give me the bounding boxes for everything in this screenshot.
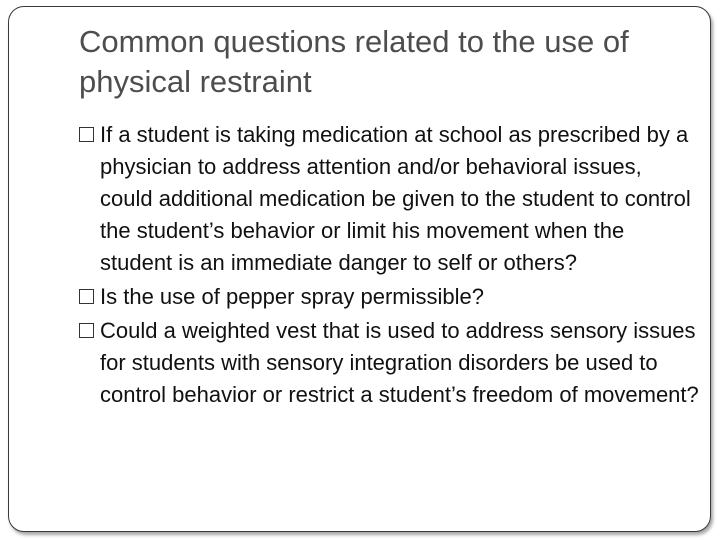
slide-title: Common questions related to the use of physical restraint <box>79 24 629 99</box>
bullet-text: Is the use of pepper spray permissible? <box>100 284 484 309</box>
square-bullet-icon <box>79 289 94 304</box>
bullet-text: If a student is taking medication at school as prescribed by a physician to address attention and/or behavioral issues, could additional medication be given to the student to control the student’s behavior or limit his movement when the student is an immediate danger to self or others? <box>100 122 691 275</box>
bullet-item <box>79 119 699 279</box>
bullet-item <box>79 315 699 411</box>
bullet-list <box>79 119 699 413</box>
square-bullet-icon <box>79 127 94 142</box>
square-bullet-icon <box>79 323 94 338</box>
bullet-item <box>79 281 699 313</box>
bullet-text: Could a weighted vest that is used to address sensory issues for students with sensory integration disorders be used to control behavior or restrict a student’s freedom of movement? <box>100 318 699 407</box>
